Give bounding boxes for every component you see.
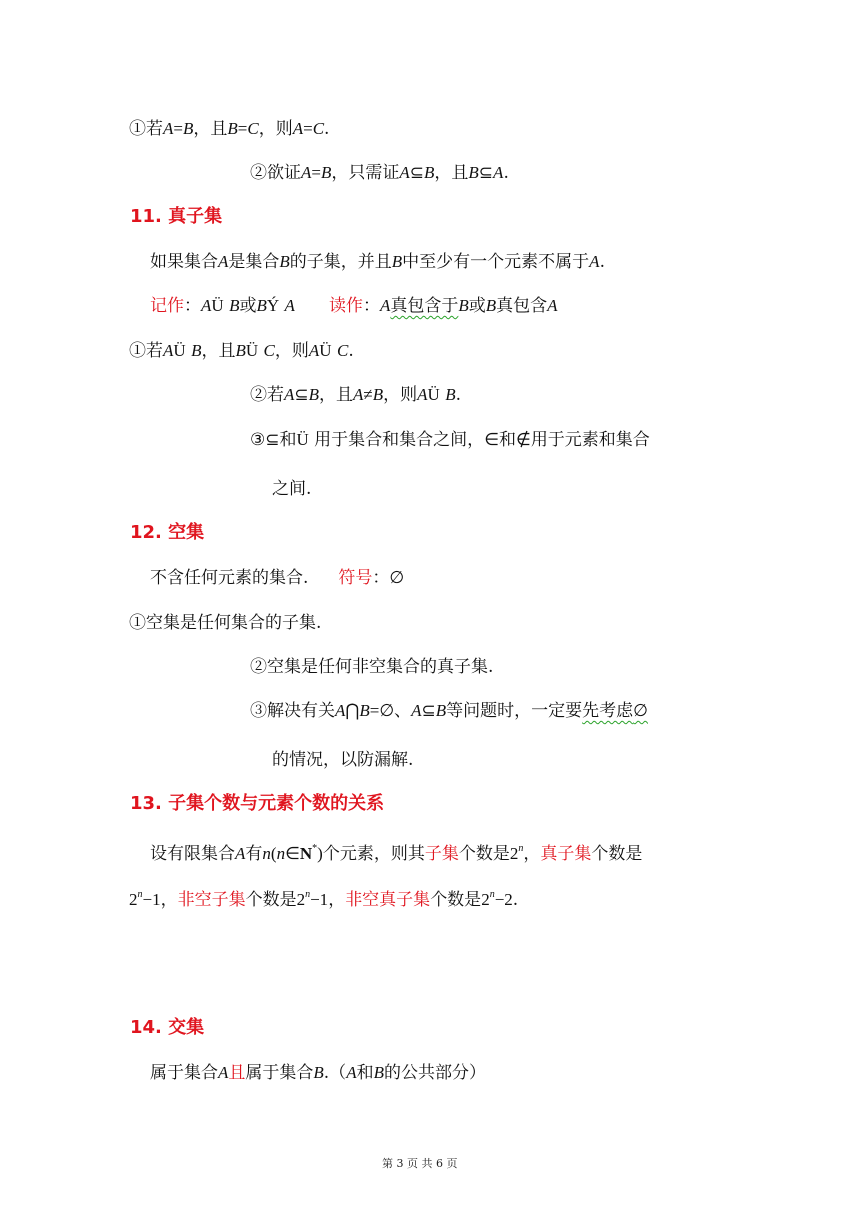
text-line: ②欲证A=B，只需证A⊆B，且B⊆A. [250, 163, 509, 183]
definition-text: 不含任何元素的集合. 符号：∅ [150, 568, 405, 588]
definition-text: 属于集合A且属于集合B.（A和B的公共部分） [150, 1063, 486, 1083]
rule-3-continuation: 的情况，以防漏解. [272, 750, 414, 770]
page-footer: 第 3 页 共 6 页 [382, 1157, 458, 1170]
rule-2: ②空集是任何非空集合的真子集. [250, 657, 494, 677]
notation-line: 记作：AÜ B或BÝ A 读作：A真包含于B或B真包含A [150, 296, 558, 316]
rule-3: ③解决有关A⋂B=∅、A⊆B等问题时，一定要先考虑∅ [250, 701, 648, 721]
rule-3-continuation: 之间. [272, 479, 312, 499]
rule-1: ①若AÜ B，且BÜ C，则AÜ C. [129, 341, 354, 361]
section-heading-14: 14. 交集 [130, 1017, 205, 1038]
section-heading-12: 12. 空集 [130, 522, 205, 543]
rule-3: ③⊆和Ü 用于集合和集合之间，∈和∉用于元素和集合 [250, 430, 650, 450]
formula-line-2: $2^n-1$，非空子集个数是$2^n-1$，非空真子集个数是$2^n-2$. [129, 889, 519, 910]
definition-text: 如果集合A是集合B的子集，并且B中至少有一个元素不属于A. [150, 252, 605, 272]
rule-2: ②若A⊆B，且A≠B，则AÜ B. [250, 385, 462, 405]
section-heading-13: 13. 子集个数与元素个数的关系 [130, 793, 385, 814]
section-heading-11: 11. 真子集 [130, 206, 223, 227]
formula-line-1: 设有限集合A有n(n∈N*)个元素，则其子集个数是2$^n$，真子集个数是 [150, 843, 643, 864]
rule-1: ①空集是任何集合的子集. [129, 613, 322, 633]
text-line: ①若A=B，且B=C，则A=C. [129, 119, 330, 139]
